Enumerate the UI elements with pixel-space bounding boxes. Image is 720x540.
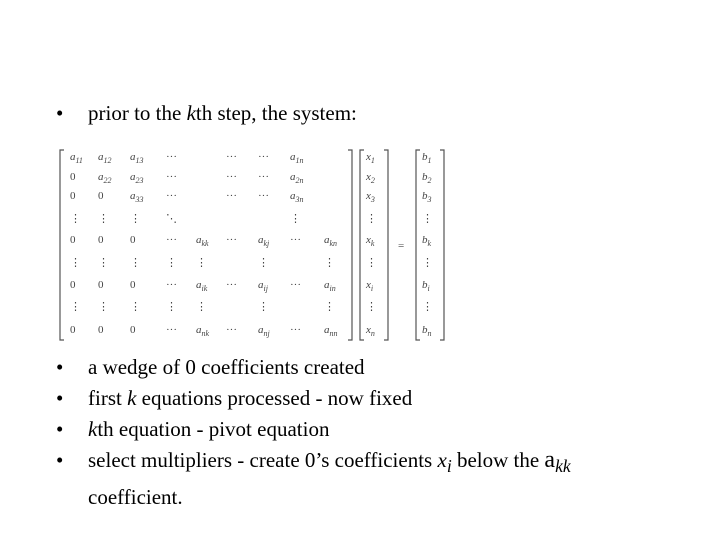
linear-system-figure bbox=[58, 148, 450, 344]
matrix-a-cell: ⋮ bbox=[98, 257, 109, 269]
matrix-a-cell: ⋮ bbox=[166, 257, 177, 269]
vector-x-cell: ⋮ bbox=[366, 213, 377, 225]
vector-x-cell: ⋮ bbox=[366, 301, 377, 313]
matrix-a-cell: $a_{nn}$ bbox=[324, 324, 338, 338]
matrix-a-cell: 0 bbox=[70, 324, 76, 336]
point-2-post: equations processed - now fixed bbox=[136, 386, 413, 410]
matrix-a-left-bracket bbox=[60, 150, 64, 340]
matrix-a-cell: $a_{kk}$ bbox=[196, 234, 209, 248]
vector-b-cell: ⋮ bbox=[422, 213, 433, 225]
matrix-a-cell: ··· bbox=[226, 324, 237, 336]
matrix-a-cell: ··· bbox=[290, 234, 301, 246]
matrix-a-cell: $a_{nk}$ bbox=[196, 324, 210, 338]
vector-x-cell: $x_n$ bbox=[366, 324, 375, 338]
bullet-icon: • bbox=[56, 417, 64, 441]
matrix-a-cell: $a_{13}$ bbox=[130, 151, 144, 165]
matrix-a-cell: ⋮ bbox=[70, 213, 81, 225]
point-4-big: a bbox=[544, 447, 556, 473]
vector-x-cell: $x_1$ bbox=[366, 151, 375, 165]
matrix-a-cell: 0 bbox=[70, 190, 76, 202]
matrix-a-cell: ⋮ bbox=[258, 257, 269, 269]
matrix-a-cell: 0 bbox=[70, 234, 76, 246]
matrix-a-cell: ⋮ bbox=[324, 301, 335, 313]
point-4-em: x bbox=[437, 448, 447, 472]
matrix-a-cell: ⋮ bbox=[70, 257, 81, 269]
matrix-a-cell: ⋮ bbox=[130, 257, 141, 269]
point-4-post: coefficient. bbox=[88, 485, 183, 510]
point-2-em: k bbox=[127, 386, 137, 410]
point-4-sub: i bbox=[446, 456, 452, 477]
matrix-a-cell: $a_{in}$ bbox=[324, 279, 336, 293]
matrix-a-cell: $a_{3n}$ bbox=[290, 190, 304, 204]
matrix-a-cell: 0 bbox=[98, 190, 104, 202]
matrix-a-cell: ··· bbox=[166, 279, 177, 291]
matrix-a-cell: ··· bbox=[290, 324, 301, 336]
bullet-icon: • bbox=[56, 386, 64, 410]
matrix-a-cell: 0 bbox=[70, 279, 76, 291]
matrix-a-cell: ··· bbox=[166, 171, 177, 183]
matrix-a-cell: ··· bbox=[166, 234, 177, 246]
matrix-a-cell: ⋮ bbox=[196, 301, 207, 313]
bullet-icon: • bbox=[56, 355, 64, 379]
intro-item bbox=[56, 98, 357, 129]
vector-b-cell: $b_i$ bbox=[422, 279, 430, 293]
bullet-icon: • bbox=[56, 101, 64, 125]
matrix-equation-svg bbox=[58, 148, 450, 344]
vector-x-cell: $x_i$ bbox=[366, 279, 374, 293]
vector-b-cell: ⋮ bbox=[422, 301, 433, 313]
point-4-sub2: kk bbox=[555, 456, 571, 477]
point-item-4 bbox=[56, 445, 656, 513]
matrix-a-cell: ··· bbox=[166, 190, 177, 202]
vector-x-cell: $x_3$ bbox=[366, 190, 375, 204]
matrix-a-cell: $a_{ij}$ bbox=[258, 279, 268, 293]
matrix-a-cell: $a_{ik}$ bbox=[196, 279, 208, 293]
point-item-1 bbox=[56, 352, 656, 383]
matrix-a-cell: ··· bbox=[226, 151, 237, 163]
matrix-a-cell: ··· bbox=[226, 279, 237, 291]
matrix-a-cell: 0 bbox=[98, 234, 104, 246]
matrix-a-cell: $a_{22}$ bbox=[98, 171, 112, 185]
matrix-a-cell: 0 bbox=[130, 279, 136, 291]
equals-sign: = bbox=[398, 240, 405, 252]
intro-text-before: prior to the bbox=[88, 101, 187, 125]
matrix-a-cell: $a_{1n}$ bbox=[290, 151, 304, 165]
point-3-em: k bbox=[88, 417, 98, 441]
matrix-a-cell: ⋮ bbox=[290, 213, 301, 225]
matrix-a-cell: 0 bbox=[130, 324, 136, 336]
matrix-a-cell: ··· bbox=[226, 234, 237, 246]
matrix-a-cell: $a_{11}$ bbox=[70, 151, 83, 165]
matrix-a-cell: ··· bbox=[258, 190, 269, 202]
matrix-a-cell: 0 bbox=[98, 279, 104, 291]
matrix-a-right-bracket bbox=[348, 150, 352, 340]
matrix-a-cell: ⋱ bbox=[166, 213, 177, 225]
matrix-a-cell: ⋮ bbox=[166, 301, 177, 313]
matrix-a-cell: ⋮ bbox=[258, 301, 269, 313]
matrix-a-cell: $a_{kn}$ bbox=[324, 234, 338, 248]
vector-b-cell: $b_n$ bbox=[422, 324, 432, 338]
vector-x-cell: $x_k$ bbox=[366, 234, 375, 248]
points-bullet-list bbox=[56, 352, 656, 513]
matrix-a-cell: ⋮ bbox=[196, 257, 207, 269]
matrix-a-cell: ⋮ bbox=[70, 301, 81, 313]
point-1-text: a wedge of 0 coefficients created bbox=[88, 355, 365, 379]
matrix-a-cell: ⋮ bbox=[324, 257, 335, 269]
point-3-post: th equation - pivot equation bbox=[97, 417, 330, 441]
vector-x-left-bracket bbox=[360, 150, 364, 340]
point-4-mid: below the bbox=[451, 448, 545, 472]
point-item-2 bbox=[56, 383, 656, 414]
bullet-icon: • bbox=[56, 448, 64, 472]
matrix-a-cell: ··· bbox=[226, 190, 237, 202]
vector-b-cell: ⋮ bbox=[422, 257, 433, 269]
matrix-a-cell: $a_{2n}$ bbox=[290, 171, 304, 185]
point-item-3 bbox=[56, 414, 656, 445]
vector-b-left-bracket bbox=[416, 150, 420, 340]
matrix-a-cell: 0 bbox=[70, 171, 76, 183]
vector-b-cell: $b_k$ bbox=[422, 234, 432, 248]
matrix-a-cell: ⋮ bbox=[98, 213, 109, 225]
matrix-a-cell: ··· bbox=[166, 151, 177, 163]
intro-text-after: th step, the system: bbox=[195, 101, 357, 125]
matrix-a-cell: ⋮ bbox=[130, 213, 141, 225]
matrix-a-cell: ··· bbox=[290, 279, 301, 291]
vector-b-cell: $b_3$ bbox=[422, 190, 432, 204]
matrix-a-cell: $a_{12}$ bbox=[98, 151, 112, 165]
matrix-a-cell: $a_{kj}$ bbox=[258, 234, 270, 248]
matrix-a-cell: ··· bbox=[258, 151, 269, 163]
matrix-a-cell: ··· bbox=[226, 171, 237, 183]
intro-text-k: k bbox=[186, 101, 196, 125]
point-2-pre: first bbox=[88, 386, 128, 410]
vector-b-cell: $b_2$ bbox=[422, 171, 432, 185]
matrix-a-cell: $a_{23}$ bbox=[130, 171, 144, 185]
vector-b-cell: $b_1$ bbox=[422, 151, 432, 165]
matrix-a-cell: 0 bbox=[98, 324, 104, 336]
matrix-a-cell: ⋮ bbox=[130, 301, 141, 313]
vector-x-cell: $x_2$ bbox=[366, 171, 375, 185]
vector-b-right-bracket bbox=[440, 150, 444, 340]
matrix-a-cell: ⋮ bbox=[98, 301, 109, 313]
matrix-a-cell: 0 bbox=[130, 234, 136, 246]
matrix-a-cell: ··· bbox=[258, 171, 269, 183]
vector-x-right-bracket bbox=[384, 150, 388, 340]
matrix-a-cell: $a_{33}$ bbox=[130, 190, 144, 204]
matrix-a-cell: $a_{nj}$ bbox=[258, 324, 270, 338]
matrix-a-cell: ··· bbox=[166, 324, 177, 336]
point-4-pre: select multipliers - create 0’s coefficients bbox=[88, 448, 438, 472]
vector-x-cell: ⋮ bbox=[366, 257, 377, 269]
intro-bullet-list bbox=[56, 98, 357, 129]
